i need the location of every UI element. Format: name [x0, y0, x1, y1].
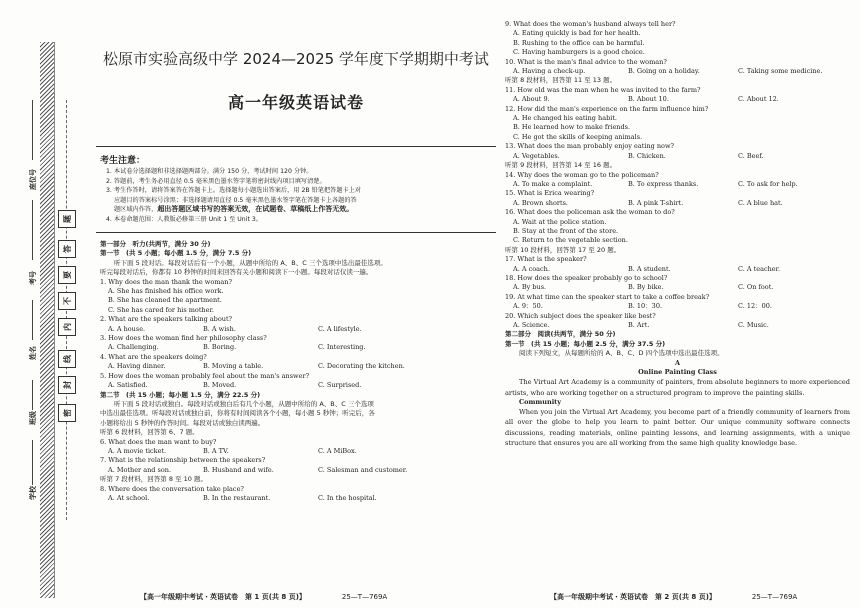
seal-word: 密 [58, 404, 76, 422]
material-note: 听第 9 段材料，回答第 14 至 16 题。 [505, 161, 617, 170]
question-14: 14. Why does the woman go to the policeman? [505, 170, 659, 179]
material-note: 听第 6 段材料，回答第 6、7 题。 [100, 428, 199, 437]
options-row [505, 321, 850, 330]
option[interactable]: B. She has cleaned the apartment. [108, 296, 222, 305]
options-row [100, 343, 496, 352]
question-7: 7. What is the relationship between the speakers? [100, 456, 266, 465]
part1-sec2-heading: 第二节 (共 15 小题；每小题 1.5 分，满分 22.5 分) [100, 390, 261, 399]
seal-word: 线 [58, 350, 76, 368]
footer-left [140, 592, 387, 602]
notice-item-part: 题区域内作答， [114, 206, 158, 214]
exam-subtitle: 高一年级英语试卷 [227, 93, 364, 112]
option[interactable]: A. Vegetables. [513, 151, 560, 160]
option[interactable]: B. Moved. [203, 381, 237, 390]
options-row [100, 466, 496, 475]
footer-page-label: 【高一年级期中考试・英语试卷 第 1 页(共 8 页)】 [140, 593, 306, 601]
option[interactable]: A. A coach. [513, 264, 550, 273]
material-note: 听第 8 段材料，回答第 11 至 13 题。 [505, 76, 617, 85]
options-row [100, 381, 496, 390]
option[interactable]: C. Beef. [738, 151, 764, 160]
material-note: 听第 7 段材料，回答第 8 至 10 题。 [100, 475, 207, 484]
question-2: 2. What are the speakers talking about? [100, 315, 233, 324]
question-1: 1. Why does the man thank the woman? [100, 277, 232, 286]
school-line [32, 440, 33, 485]
question-13: 13. What does the man probably enjoy eating now? [505, 142, 675, 151]
option[interactable]: B. Art. [628, 321, 650, 329]
binding-strip [0, 0, 96, 608]
option[interactable]: C. A MiBox. [318, 446, 357, 455]
passage-subheading: Community [519, 397, 561, 406]
seal-word: 题 [58, 210, 76, 228]
material-note: 听第 10 段材料，回答第 17 至 20 题。 [505, 245, 621, 254]
option[interactable]: B. 10：30. [628, 302, 663, 311]
instruction-line: 听下面 5 段对话。每段对话后有一个小题，从题中所给的 A、B、C 三个选项中选出最佳选项。 [114, 258, 387, 267]
notice-item [100, 205, 496, 215]
seal-word: 答 [58, 240, 76, 258]
option[interactable]: B. A wish. [203, 324, 236, 333]
option[interactable]: C. Surprised. [318, 381, 362, 390]
option[interactable]: C. Having hamburgers is a good choice. [513, 48, 645, 57]
option[interactable]: A. Having a check-up. [513, 67, 586, 76]
footer-right [550, 592, 797, 602]
question-5: 5. How does the woman probably feel about the man's answer? [100, 371, 310, 380]
passage-paragraph: The Virtual Art Academy is a community of painters, from absolute beginners to more experienced artists, who are working together on a structured program to improve the painting skills. [505, 378, 850, 397]
class-line [32, 380, 33, 410]
question-18: 18. How does the speaker probably go to school? [505, 273, 668, 282]
seal-word: 不 [58, 292, 76, 310]
footer-code: 25—T—769A [751, 593, 798, 601]
listening-continued [505, 20, 850, 448]
binding-hatch [40, 42, 55, 598]
option[interactable]: C. He got the skills of keeping animals. [513, 132, 643, 141]
notice-rule [96, 232, 496, 233]
exam-title: 松原市实验高级中学 2024—2025 学年度下学期期中考试 [103, 50, 489, 68]
option[interactable]: A. Brown shorts. [513, 198, 568, 207]
passage-letter: A [674, 358, 681, 367]
option[interactable]: A. At school. [108, 493, 150, 502]
question-9: 9. What does the woman's husband always tell her? [505, 20, 676, 28]
options-row [100, 325, 496, 334]
part2-heading: 第二部分 阅读(共两节，满分 50 分) [505, 330, 616, 339]
title-rule [96, 146, 496, 147]
instruction-line: 小题将给出 5 秒钟的作答时间。每段对话或独白读两遍。 [100, 418, 265, 427]
option[interactable]: A. By bus. [513, 283, 547, 292]
option[interactable]: C. Return to the vegetable section. [513, 236, 628, 245]
options-row [100, 447, 496, 456]
option[interactable]: C. Music. [738, 321, 769, 329]
notice-item: 应题目的答案标号涂黑；非选择题请用直径 0.5 毫米黑色墨水签字笔在答题卡上各题的答 [114, 196, 357, 204]
question-17: 17. What is the speaker? [505, 255, 587, 264]
option[interactable]: B. Moving a table. [203, 362, 264, 371]
option[interactable]: C. Interesting. [318, 343, 366, 352]
question-19: 19. At what time can the speaker start to take a coffee break? [505, 292, 710, 301]
option[interactable]: A. Mother and son. [108, 465, 172, 474]
option[interactable]: C. About 12. [738, 95, 779, 104]
name-line [32, 300, 33, 340]
option[interactable]: A. Satisfied. [108, 381, 148, 390]
footer-code: 25—T—769A [341, 593, 388, 601]
notice-item: 2. 答题前，考生务必用直径 0.5 毫米黑色墨水签字笔将密封线内项目填写清楚。 [106, 177, 326, 185]
instruction-line: 听下面 5 段对话或独白。每段对话或独白后有几个小题，从题中所给的 A、B、C 三个选项 [114, 399, 374, 408]
school-label: 学校 [29, 486, 37, 500]
right-column [505, 20, 850, 600]
question-15: 15. What is Erica wearing? [505, 189, 595, 198]
option[interactable]: A. Science. [513, 321, 550, 329]
option[interactable]: B. Chicken. [628, 151, 666, 160]
option[interactable]: A. 9：50. [513, 302, 543, 311]
option[interactable]: A. Challenging. [108, 343, 159, 352]
option[interactable]: C. A blue hat. [738, 198, 783, 207]
listening-section [100, 240, 496, 503]
instruction-line: 听完每段对话后，你都有 10 秒钟的时间来回答有关小题和阅读下一小题。每段对话仅读一遍。 [100, 268, 373, 277]
question-11: 11. How old was the man when he was invited to the farm? [505, 85, 701, 94]
option[interactable]: A. She has finished his office work. [108, 287, 224, 296]
option[interactable]: C. To ask for help. [738, 179, 798, 188]
class-label: 班级 [29, 411, 37, 425]
seal-word: 封 [58, 376, 76, 394]
notice-title: 考生注意： [100, 156, 146, 166]
name-label: 姓名 [29, 346, 37, 360]
part1-sec1-heading: 第一节 (共 5 小题；每小题 1.5 分，满分 7.5 分) [100, 249, 252, 258]
option[interactable]: B. Rushing to the office can be harmful. [513, 38, 645, 47]
options-row [100, 494, 496, 503]
footer-page-label: 【高一年级期中考试・英语试卷 第 2 页(共 8 页)】 [550, 593, 716, 601]
option[interactable]: C. A teacher. [738, 264, 781, 273]
option[interactable]: B. About 10. [628, 95, 669, 104]
question-20: 20. Which subject does the speaker like best? [505, 311, 656, 320]
seat-number-line [32, 100, 33, 160]
option[interactable]: B. Going on a holiday. [628, 67, 700, 76]
option[interactable]: B. Stay at the front of the store. [513, 226, 619, 235]
seal-word: 要 [58, 266, 76, 284]
option[interactable]: B. A pink T-shirt. [628, 198, 684, 207]
option[interactable]: C. Salesman and customer. [318, 465, 408, 474]
reading-instruction: 阅读下列短文，从每题所给的 A、B、C、D 四个选项中选出最佳选项。 [519, 349, 724, 358]
passage-title: Online Painting Class [638, 368, 717, 377]
part2-sec1-heading: 第一节 (共 15 小题；每小题 2.5 分，满分 37.5 分) [505, 339, 666, 348]
option[interactable]: C. Decorating the kitchen. [318, 362, 405, 371]
option[interactable]: A. About 9. [513, 95, 550, 104]
passage-paragraph: When you join the Virtual Art Academy, you become part of a friendly community of learners from all over the globe to help you learn to paint better. Our unique community software connects discussions, reading materials, online painting lessons, and learning assignments, with a unique structure that ensures you are all working from the same high quality knowledge base. [505, 408, 850, 447]
option[interactable]: B. A TV. [203, 446, 229, 455]
option[interactable]: B. A student. [628, 264, 671, 273]
options-row [505, 95, 850, 104]
question-12: 12. How did the man's experience on the farm influence him? [505, 104, 709, 113]
left-column [96, 48, 496, 608]
notice-item: 3. 考生作答时，请将答案答在答题卡上。选择题每小题选出答案后，用 2B 铅笔把答题卡上对 [106, 187, 362, 195]
exam-number-label: 考号 [29, 271, 37, 285]
notice-item: 1. 本试卷分选择题和非选择题两部分。满分 150 分，考试时间 120 分钟。 [106, 168, 313, 175]
option[interactable]: C. A lifestyle. [318, 324, 362, 333]
notice-item-emphasis: 超出答题区域书写的答案无效，在试题卷、草稿纸上作答无效。 [157, 205, 354, 214]
question-6: 6. What does the man want to buy? [100, 437, 217, 446]
question-16: 16. What does the policeman ask the woman to do? [505, 208, 675, 217]
options-row [505, 152, 850, 161]
instruction-line: 中选出最佳选项。听每段对话或独白前，你将有时间阅读各个小题，每小题 5 秒钟；听完后，各 [100, 409, 375, 418]
seal-line [66, 100, 67, 520]
option[interactable]: C. 12：00. [738, 302, 772, 311]
options-row [505, 180, 850, 189]
option[interactable]: B. Boring. [203, 343, 237, 352]
seat-number-label: 座位号 [29, 169, 37, 190]
options-row [505, 302, 850, 311]
option[interactable]: A. To make a complaint. [513, 179, 593, 188]
question-4: 4. What are the speakers doing? [100, 352, 207, 361]
options-row [505, 283, 850, 292]
option[interactable]: A. A movie ticket. [108, 446, 167, 455]
options-row [100, 362, 496, 371]
question-10: 10. What is the man's final advice to the woman? [505, 57, 667, 66]
option[interactable]: B. Husband and wife. [203, 465, 274, 474]
notice-item: 4. 本卷命题范围：人教版必修第三册 Unit 1 至 Unit 3。 [106, 215, 262, 223]
option[interactable]: A. A house. [108, 324, 146, 333]
option[interactable]: C. She has cared for his mother. [108, 305, 214, 314]
option[interactable]: A. He changed his eating habit. [513, 114, 618, 123]
option[interactable]: C. In the hospital. [318, 493, 377, 502]
exam-number-line [32, 200, 33, 260]
option[interactable]: B. To express thanks. [628, 179, 699, 188]
part1-heading: 第一部分 听力(共两节，满分 30 分) [100, 240, 211, 248]
seal-word: 内 [58, 318, 76, 336]
option[interactable]: B. He learned how to make friends. [513, 123, 631, 132]
options-row [505, 265, 850, 274]
options-row [505, 199, 850, 208]
option[interactable]: A. Wait at the police station. [513, 217, 607, 226]
question-3: 3. How does the woman find her philosophy class? [100, 334, 267, 343]
option[interactable]: C. Taking some medicine. [738, 67, 823, 76]
option[interactable]: B. By bike. [628, 283, 664, 292]
notice-box [100, 153, 496, 225]
option[interactable]: B. In the restaurant. [203, 493, 271, 502]
option[interactable]: A. Eating quickly is bad for her health. [513, 29, 641, 38]
option[interactable]: C. On foot. [738, 283, 774, 292]
option[interactable]: A. Having dinner. [108, 362, 166, 371]
question-8: 8. Where does the conversation take place? [100, 484, 244, 493]
